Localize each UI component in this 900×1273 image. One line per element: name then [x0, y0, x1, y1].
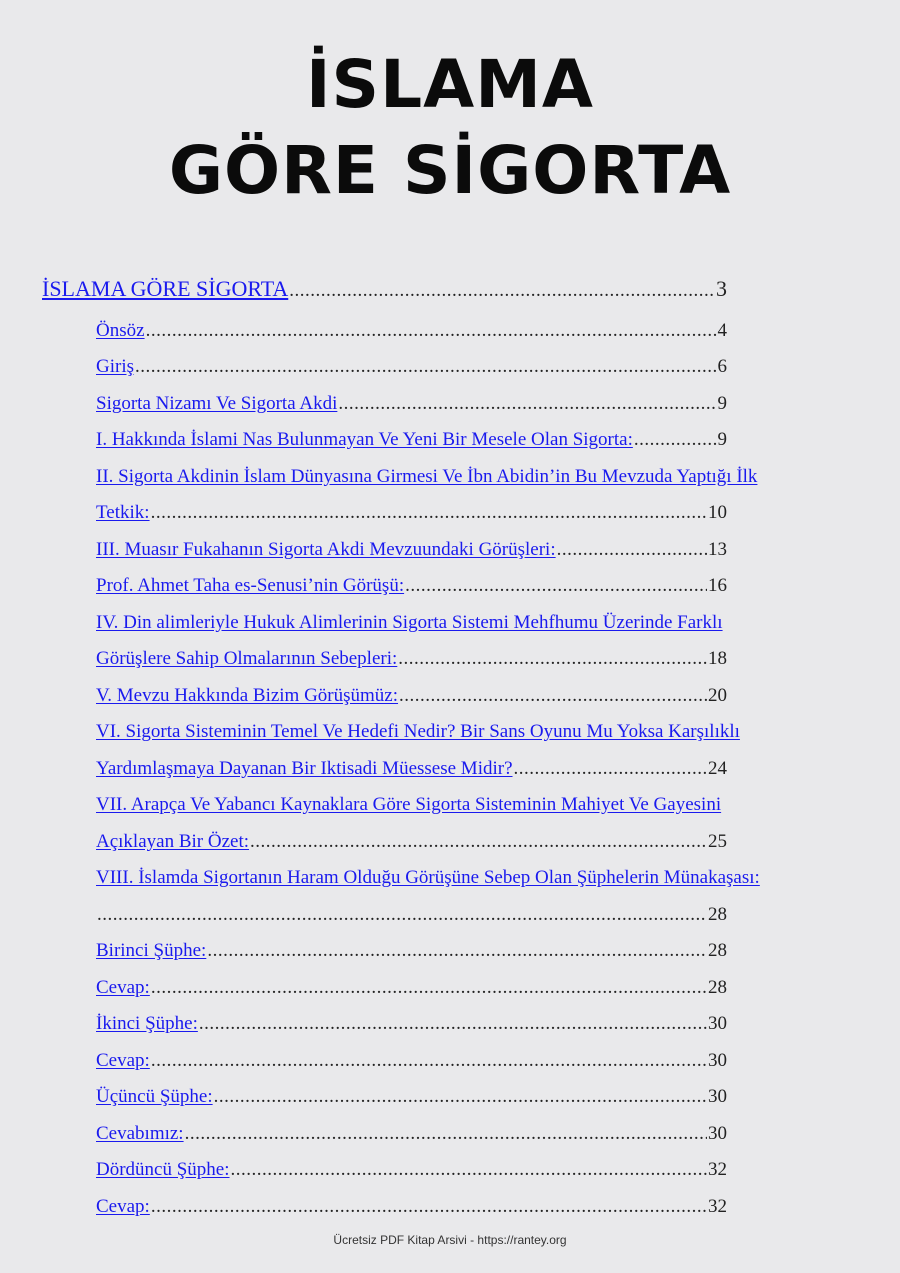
toc-link[interactable]: Dördüncü Şüphe:	[96, 1159, 230, 1180]
toc-page-number: 4	[717, 320, 727, 341]
title-line-1: İSLAMA	[306, 46, 594, 123]
toc-leader	[135, 355, 717, 379]
toc-page-number: 30	[708, 1013, 727, 1034]
toc-entry-line-2[interactable]	[96, 501, 727, 525]
toc-page-number: 13	[708, 539, 727, 560]
toc-entry-line-1[interactable]	[96, 866, 856, 890]
title-line-2: GÖRE SİGORTA	[168, 132, 732, 209]
toc-leader	[151, 976, 707, 1000]
toc-page-number: 10	[708, 502, 727, 523]
toc-leader	[231, 1158, 707, 1182]
toc-entry-line-1[interactable]	[96, 611, 856, 635]
toc-leader	[199, 1012, 707, 1036]
toc-page-number: 28	[708, 940, 727, 961]
toc-page-number: 28	[708, 977, 727, 998]
toc-entry[interactable]	[96, 1085, 727, 1109]
toc-link[interactable]: Cevabımız:	[96, 1123, 184, 1144]
toc-page-number: 32	[708, 1196, 727, 1217]
toc-link[interactable]: Üçüncü Şüphe:	[96, 1086, 213, 1107]
toc-leader	[151, 501, 707, 525]
toc-entry[interactable]	[96, 684, 727, 708]
toc-leader	[398, 647, 707, 671]
toc-entry-line-2[interactable]	[96, 647, 727, 671]
toc-page-number: 3	[716, 276, 727, 301]
toc-leader	[557, 538, 707, 562]
toc-link[interactable]: Cevap:	[96, 1050, 150, 1071]
toc-entry[interactable]	[96, 1195, 727, 1219]
toc-entry[interactable]	[96, 1158, 727, 1182]
toc-page-number: 24	[708, 758, 727, 779]
toc-link[interactable]: VI. Sigorta Sisteminin Temel Ve Hedefi Nedir? Bir Sans Oyunu Mu Yoksa Karşılıklı	[96, 721, 740, 742]
toc-page-number: 30	[708, 1086, 727, 1107]
toc-entry-line-1[interactable]	[96, 720, 856, 744]
toc-page-number: 32	[708, 1159, 727, 1180]
toc-entry[interactable]	[96, 1012, 727, 1036]
toc-leader	[151, 1195, 707, 1219]
toc-page-number: 9	[717, 429, 727, 450]
toc-entry[interactable]	[96, 392, 727, 416]
toc-entry[interactable]	[96, 939, 727, 963]
toc-entry[interactable]	[96, 319, 727, 343]
toc-link[interactable]: Prof. Ahmet Taha es-Senusi’nin Görüşü:	[96, 575, 405, 596]
toc-link[interactable]: Cevap:	[96, 977, 150, 998]
toc-link[interactable]: Yardımlaşmaya Dayanan Bir Iktisadi Müessese Midir?	[96, 758, 513, 779]
toc-leader	[146, 319, 717, 343]
toc-entry[interactable]	[96, 428, 727, 452]
toc-leader	[405, 574, 707, 598]
document-title	[0, 42, 900, 214]
toc-link[interactable]: VIII. İslamda Sigortanın Haram Olduğu Görüşüne Sebep Olan Şüphelerin Münakaşası:	[96, 867, 760, 888]
toc-entry[interactable]	[96, 538, 727, 562]
toc-link[interactable]: Cevap:	[96, 1196, 150, 1217]
toc-page-number: 30	[708, 1050, 727, 1071]
toc-entry[interactable]	[42, 277, 727, 303]
toc-entry[interactable]	[96, 355, 727, 379]
toc-link[interactable]: Sigorta Nizamı Ve Sigorta Akdi	[96, 393, 338, 414]
toc-link[interactable]: Tetkik:	[96, 502, 150, 523]
toc-link[interactable]: Görüşlere Sahip Olmalarının Sebepleri:	[96, 648, 398, 669]
toc-link[interactable]: İSLAMA GÖRE SİGORTA	[42, 276, 289, 301]
toc-leader	[289, 279, 715, 303]
toc-entry[interactable]	[96, 1122, 727, 1146]
toc-leader	[151, 1049, 707, 1073]
toc-leader	[338, 392, 716, 416]
toc-entry-line-1[interactable]	[96, 793, 856, 817]
toc-page-number: 6	[717, 356, 727, 377]
toc-link[interactable]: V. Mevzu Hakkında Bizim Görüşümüz:	[96, 685, 399, 706]
toc-leader	[207, 939, 707, 963]
toc-leader	[514, 757, 707, 781]
toc-link[interactable]: İkinci Şüphe:	[96, 1013, 198, 1034]
toc-link[interactable]: Giriş	[96, 356, 134, 377]
toc-page-number: 16	[708, 575, 727, 596]
toc-entry[interactable]	[96, 1049, 727, 1073]
toc-page-number: 25	[708, 831, 727, 852]
toc-leader	[250, 830, 707, 854]
toc-link[interactable]: Birinci Şüphe:	[96, 940, 207, 961]
toc-page-number: 20	[708, 685, 727, 706]
toc-page-number: 9	[717, 393, 727, 414]
toc-page-number: 30	[708, 1123, 727, 1144]
toc-leader	[399, 684, 707, 708]
toc-link[interactable]: Açıklayan Bir Özet:	[96, 831, 250, 852]
toc-link[interactable]: I. Hakkında İslami Nas Bulunmayan Ve Yeni Bir Mesele Olan Sigorta:	[96, 429, 633, 450]
toc-entry[interactable]	[96, 574, 727, 598]
toc-entry-line-2[interactable]	[96, 757, 727, 781]
toc-leader	[214, 1085, 707, 1109]
toc-page-number: 18	[708, 648, 727, 669]
toc-entry-line-2[interactable]	[96, 903, 727, 927]
toc-leader	[97, 903, 707, 927]
toc-link[interactable]: Önsöz	[96, 320, 145, 341]
page-footer: Ücretsiz PDF Kitap Arsivi - https://rantey.org	[333, 1233, 567, 1247]
toc-entry-line-1[interactable]	[96, 465, 856, 489]
toc-link[interactable]: III. Muasır Fukahanın Sigorta Akdi Mevzuundaki Görüşleri:	[96, 539, 556, 560]
toc-link[interactable]: VII. Arapça Ve Yabancı Kaynaklara Göre Sigorta Sisteminin Mahiyet Ve Gayesini	[96, 794, 722, 815]
toc-link[interactable]: II. Sigorta Akdinin İslam Dünyasına Girmesi Ve İbn Abidin’in Bu Mevzuda Yaptığı İlk	[96, 466, 758, 487]
toc-entry-line-2[interactable]	[96, 830, 727, 854]
toc-page-number: 28	[708, 904, 727, 925]
toc-leader	[185, 1122, 707, 1146]
toc-leader	[634, 428, 717, 452]
toc-entry[interactable]	[96, 976, 727, 1000]
toc-link[interactable]: IV. Din alimleriyle Hukuk Alimlerinin Sigorta Sistemi Mehfhumu Üzerinde Farklı	[96, 612, 723, 633]
